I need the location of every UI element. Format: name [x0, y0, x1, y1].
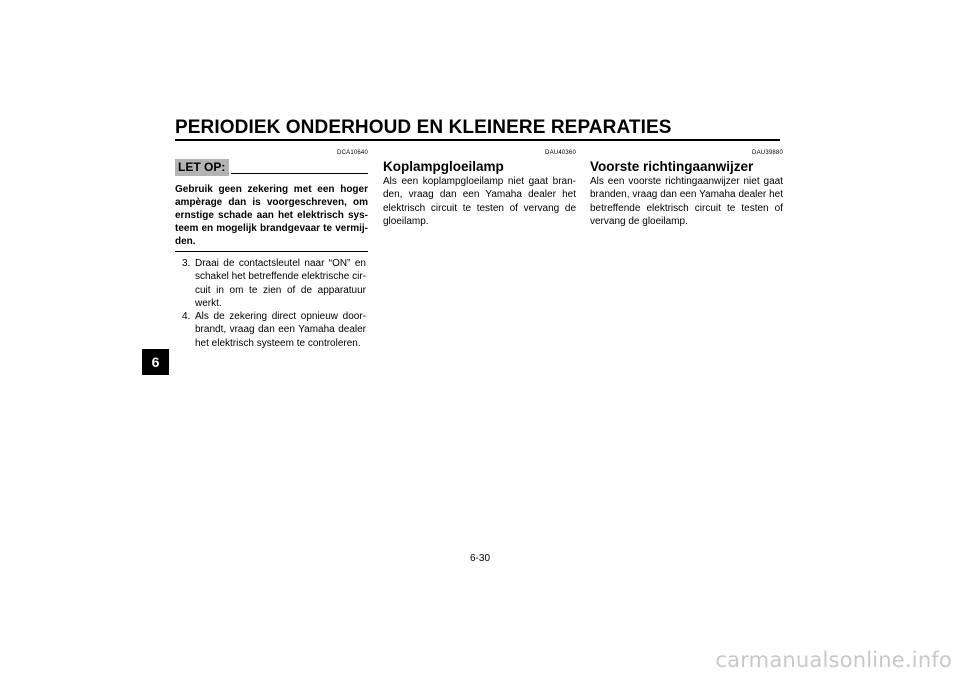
section-text: Als een voorste richtingaanwijzer niet gaat branden, vraag dan een Yamaha dealer het betreffende elektrisch circuit te testen of vervang de gloeilamp. [590, 176, 783, 227]
section-code: DCA10640 [337, 150, 368, 156]
step-text: Als de zekering direct opnieuw door-brandt, vraag dan een Yamaha dealer het elektrisch systeem te controleren. [195, 311, 366, 349]
section-title: Voorste richtingaanwijzer [590, 159, 754, 174]
column-front-turn-signal [590, 150, 783, 228]
step-number: 4. [182, 311, 191, 323]
page-header-title: PERIODIEK ONDERHOUD EN KLEINERE REPARATIES [175, 117, 672, 138]
step-text: Draai de contactsleutel naar “ON” en schakel het betreffende elektrische cir-cuit in om te zien of de apparatuur werkt. [195, 258, 367, 309]
column-fuse-caution [175, 150, 368, 350]
chapter-tab: 6 [142, 349, 169, 375]
header-rule [175, 139, 780, 141]
step-item [175, 310, 368, 350]
caution-text: Gebruik geen zekering met een hoger ampèrage dan is voorgeschreven, om ernstige schade aan het elektrisch sys-teem en mogelijk brandgevaar te vermij-den. [175, 184, 368, 247]
watermark: carmanualsonline.info [715, 648, 952, 672]
caution-bottom-rule [175, 251, 368, 252]
step-item [175, 257, 368, 310]
section-code: DAU40360 [545, 150, 576, 156]
steps-list [175, 257, 368, 350]
section-text: Als een koplampgloeilamp niet gaat bran-den, vraag dan een Yamaha dealer het elektrisch circuit te testen of vervang de gloeilamp. [383, 176, 576, 227]
caution-header-rule [231, 173, 368, 174]
caution-label: LET OP: [175, 159, 229, 176]
section-title: Koplampgloeilamp [383, 159, 504, 174]
page-number: 6-30 [469, 553, 490, 564]
caution-header [175, 159, 368, 181]
column-headlight-bulb [383, 150, 576, 228]
section-code: DAU39880 [752, 150, 783, 156]
step-number: 3. [182, 258, 191, 269]
